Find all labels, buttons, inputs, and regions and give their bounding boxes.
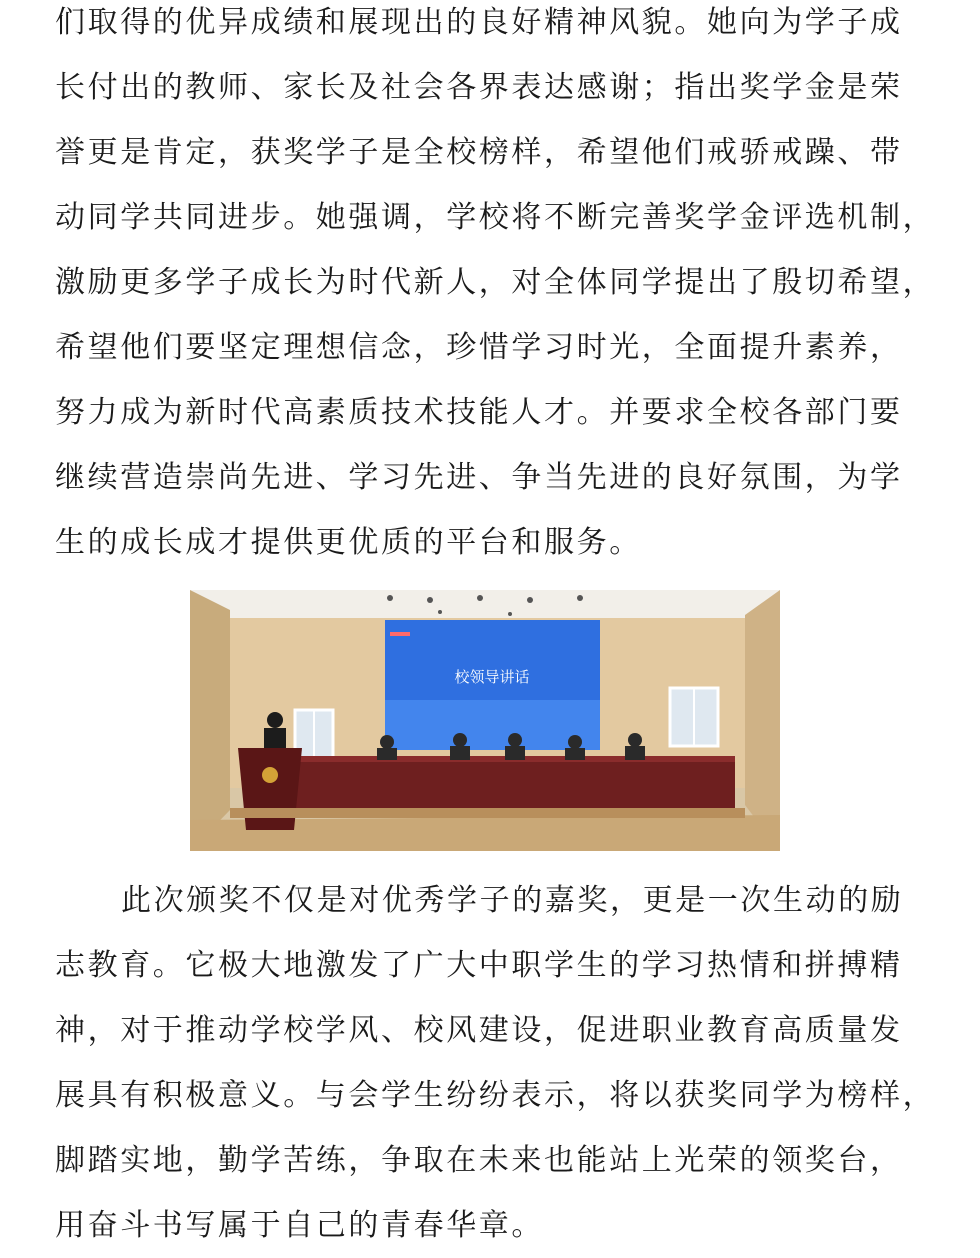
text-line: 努力成为新时代高素质技术技能人才。并要求全校各部门要 xyxy=(55,395,903,430)
text-line: 志教育。它极大地激发了广大中职学生的学习热情和拼搏精 xyxy=(55,948,903,983)
podium-emblem xyxy=(262,767,278,783)
text-line: 激励更多学子成长为时代新人，对全体同学提出了殷切希望， xyxy=(55,265,936,300)
text-line: 用奋斗书写属于自己的青春华章。 xyxy=(55,1208,544,1243)
right-side-wall xyxy=(745,590,780,851)
text-line: 希望他们要坚定理想信念，珍惜学习时光，全面提升素养， xyxy=(55,330,903,365)
event-photo xyxy=(190,590,780,851)
text-line: 展具有积极意义。与会学生纷纷表示，将以获奖同学为榜样， xyxy=(55,1078,936,1113)
text-line: 动同学共同进步。她强调，学校将不断完善奖学金评选机制， xyxy=(55,200,936,235)
text-line: 生的成长成才提供更优质的平台和服务。 xyxy=(55,525,642,560)
text-line: 继续营造崇尚先进、学习先进、争当先进的良好氛围，为学 xyxy=(55,460,903,495)
text-line: 长付出的教师、家长及社会各界表达感谢；指出奖学金是荣 xyxy=(55,70,903,105)
text-line: 此次颁奖不仅是对优秀学子的嘉奖，更是一次生动的励 xyxy=(121,883,904,918)
text-line: 神，对于推动学校学风、校风建设，促进职业教育高质量发 xyxy=(55,1013,903,1048)
stage-edge xyxy=(230,808,745,818)
text-line: 脚踏实地，勤学苦练，争取在未来也能站上光荣的领奖台， xyxy=(55,1143,903,1178)
event-photo-illustration xyxy=(190,590,780,851)
text-line: 誉更是肯定，获奖学子是全校榜样，希望他们戒骄戒躁、带 xyxy=(55,135,903,170)
led-screen-glow xyxy=(385,700,600,750)
left-side-wall xyxy=(190,590,230,851)
paragraph-1 xyxy=(55,0,935,575)
screen-title: 校领导讲话 xyxy=(454,668,530,686)
paragraph-2 xyxy=(55,868,935,1258)
text-line: 们取得的优异成绩和展现出的良好精神风貌。她向为学子成 xyxy=(55,5,903,40)
presidium-table xyxy=(295,760,735,808)
speaker xyxy=(267,712,283,728)
screen-logo-mark xyxy=(390,632,410,636)
